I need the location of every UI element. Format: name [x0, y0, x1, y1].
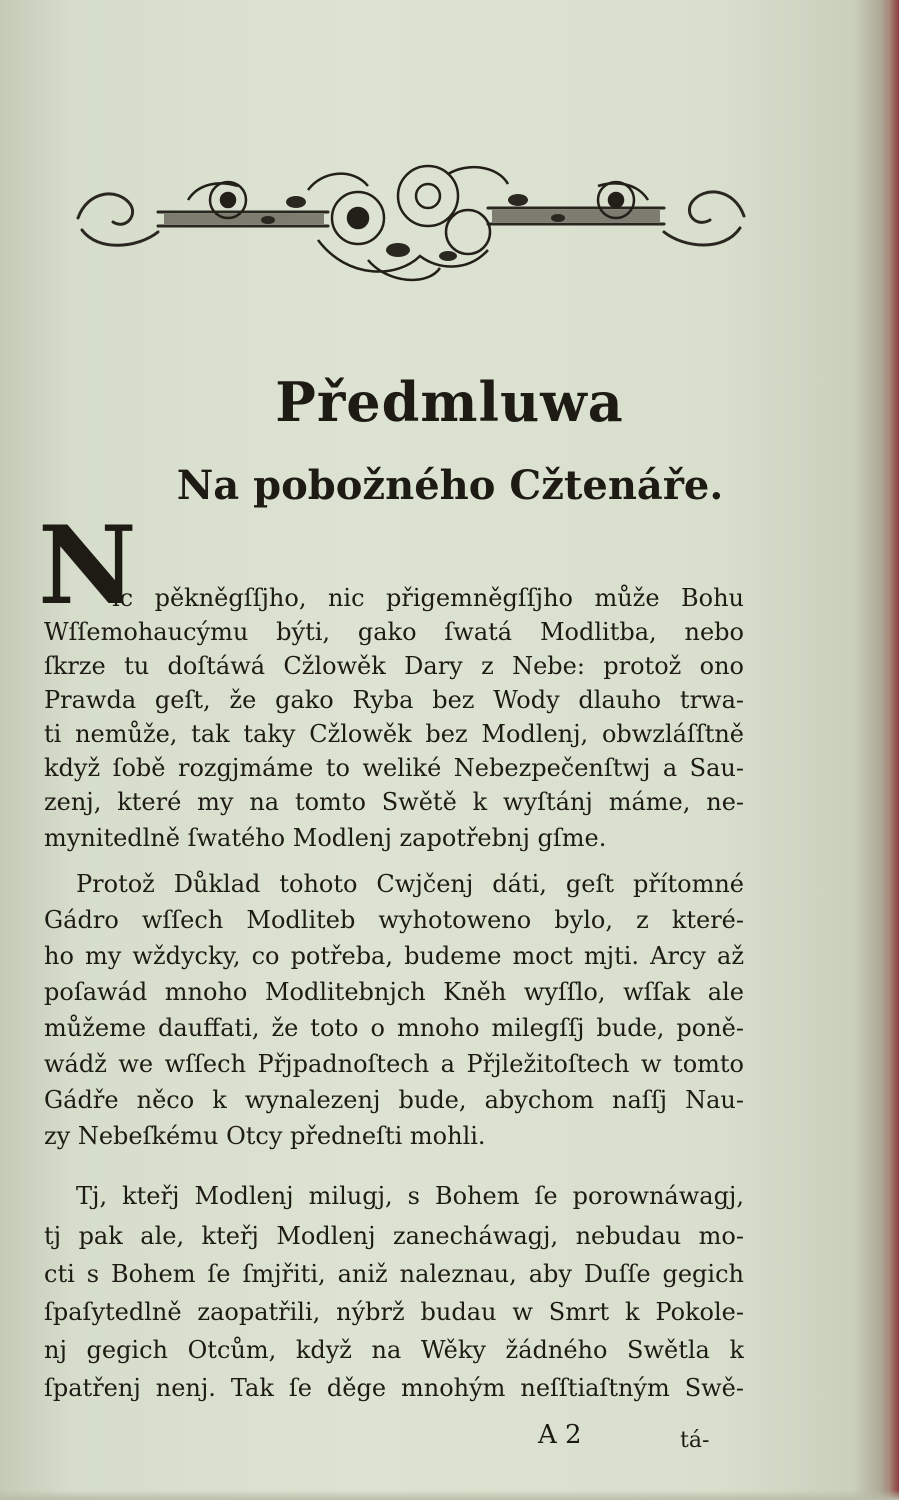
text-line: Tj, kteřj Modlenj milugj, s Bohem ſe porownáwagj, — [76, 1182, 744, 1210]
text-line: mynitedlně ſwatého Modlenj zapotřebnj gſme. — [44, 824, 607, 852]
text-line: poſawád mnoho Modlitebnjch Kněh wyſſlo, wſſak ale — [44, 978, 744, 1006]
text-line: Gádře něco k wynalezenj bude, abychom naſſj Nau- — [44, 1086, 744, 1114]
text-line: zy Nebeſkému Otcy předneſti mohli. — [44, 1122, 486, 1150]
text-line: ſpaſytedlně zaopatřili, nýbrž budau w Smrt k Pokole- — [44, 1298, 744, 1326]
text-line: ſkrze tu doſtáwá Cžlowěk Dary z Nebe: protož ono — [44, 652, 744, 680]
page-edge-shadow — [881, 0, 899, 1500]
page-subtitle: Na pobožného Cžtenáře. — [176, 462, 724, 509]
page-title: Předmluwa — [275, 370, 624, 434]
text-line: můžeme dauffati, že toto o mnoho milegſſj bude, poně- — [44, 1014, 744, 1042]
text-line: cti s Bohem ſe ſmjřiti, aniž naleznau, aby Duſſe gegich — [44, 1260, 744, 1288]
text-line: ho my wždycky, co potřeba, budeme moct mjti. Arcy až — [44, 942, 744, 970]
text-line: ſpatřenj nenj. Tak ſe děge mnohým neſſtiaſtným Swě- — [44, 1374, 744, 1402]
page-bottom-edge — [0, 1490, 899, 1500]
signature-mark: A 2 — [538, 1420, 582, 1450]
text-line: Protož Důklad tohoto Cwjčenj dáti, geſt přítomné — [76, 870, 744, 898]
text-line: wádž we wſſech Přjpadnoſtech a Přjležitoſtech w tomto — [44, 1050, 744, 1078]
text-line: Wſſemohaucýmu býti, gako ſwatá Modlitba, nebo — [44, 618, 744, 646]
text-line: ic pěkněgſſjho, nic přigemněgſſjho může Bohu — [112, 584, 744, 612]
text-line: tj pak ale, kteřj Modlenj zanecháwagj, nebudau mo- — [44, 1222, 744, 1250]
text-line: ti nemůže, tak taky Cžlowěk bez Modlenj, obwzláſſtně — [44, 720, 744, 748]
catchword: tá- — [680, 1428, 710, 1453]
text-line: zenj, které my na tomto Swětě k wyſtánj máme, ne- — [44, 788, 744, 816]
text-line: když ſobě rozgjmáme to weliké Nebezpečenſtwj a Sau- — [44, 754, 744, 782]
text-line: Prawda geſt, že gako Ryba bez Wody dlauho trwa- — [44, 686, 744, 714]
drop-cap: N — [38, 503, 137, 629]
text-line: nj gegich Otcům, když na Wěky žádného Swětla k — [44, 1336, 744, 1364]
floral-ornament-icon — [68, 160, 754, 290]
text-line: Gádro wſſech Modliteb wyhotoweno bylo, z které- — [44, 906, 744, 934]
